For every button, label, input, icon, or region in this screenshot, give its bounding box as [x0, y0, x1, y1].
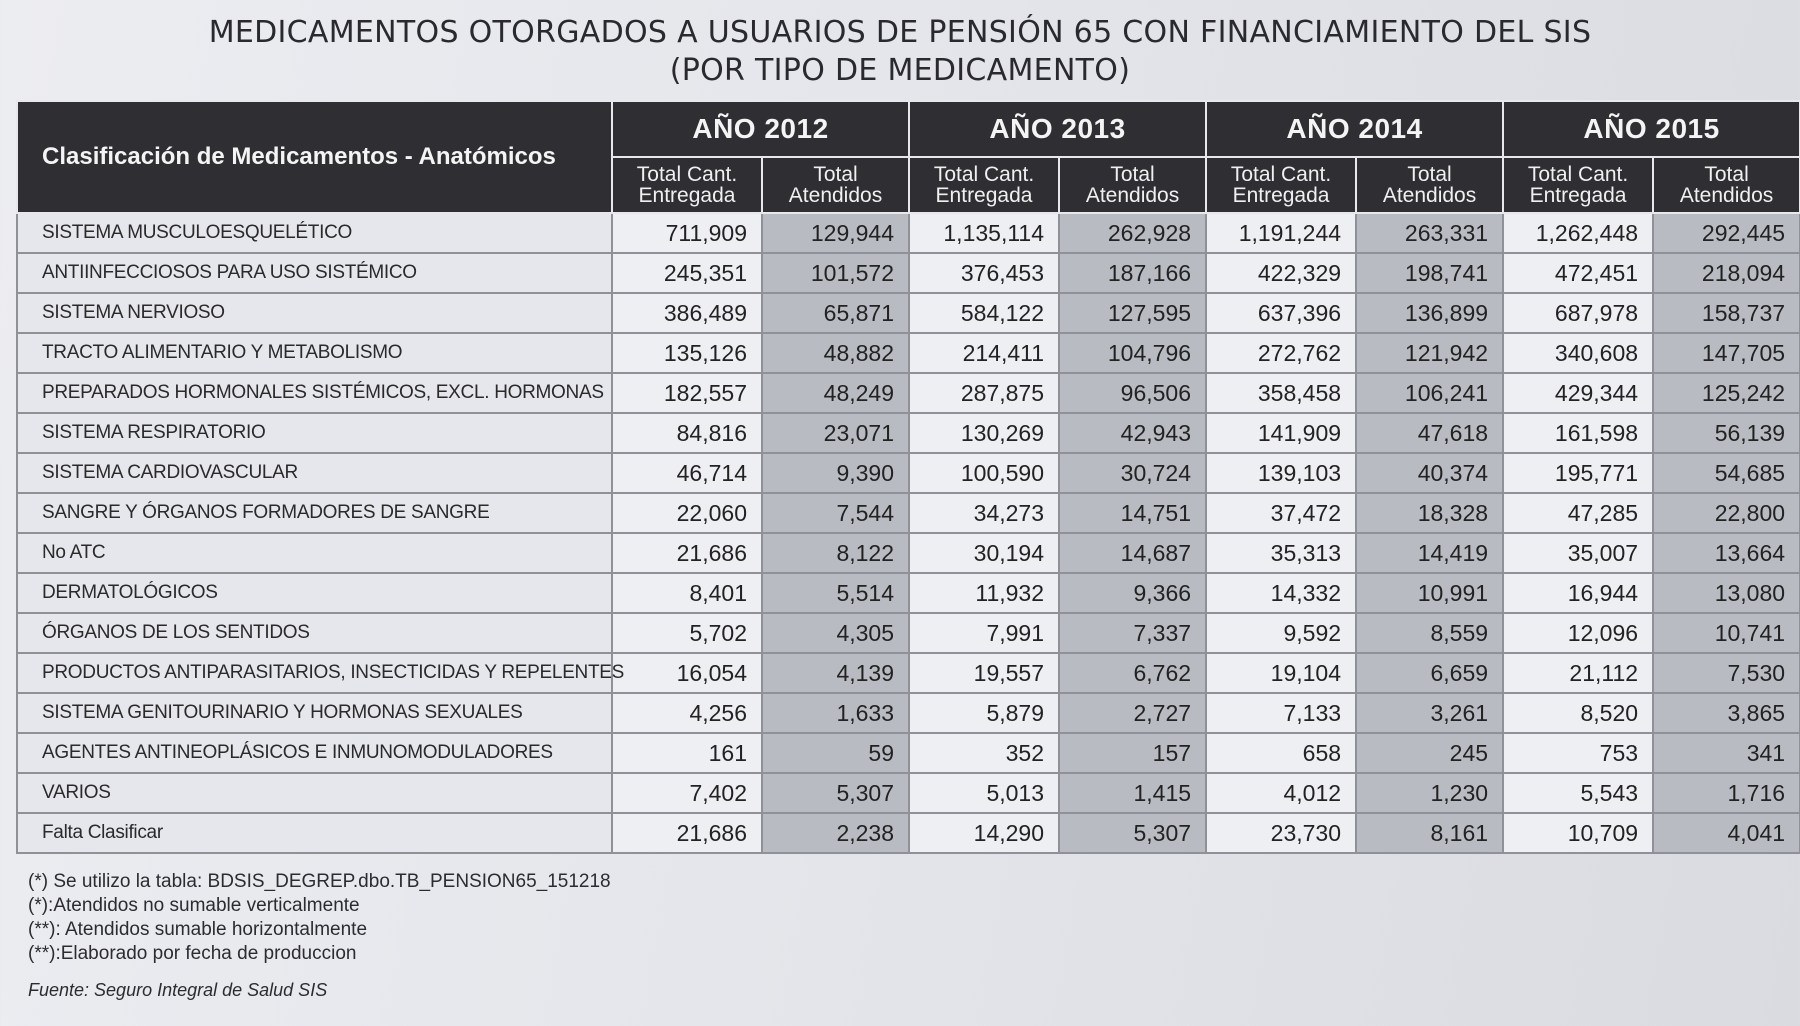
cell-total-atendidos: 3,261 [1356, 693, 1503, 733]
cell-total-entregada: 30,194 [909, 533, 1059, 573]
cell-total-atendidos: 2,238 [762, 813, 909, 853]
cell-total-atendidos: 106,241 [1356, 373, 1503, 413]
cell-total-atendidos: 9,366 [1059, 573, 1206, 613]
cell-total-entregada: 23,730 [1206, 813, 1356, 853]
cell-total-atendidos: 96,506 [1059, 373, 1206, 413]
cell-total-entregada: 47,285 [1503, 493, 1653, 533]
cell-total-atendidos: 8,559 [1356, 613, 1503, 653]
footnote-4: (**):Elaborado por fecha de produccion [28, 943, 357, 964]
cell-total-atendidos: 1,716 [1653, 773, 1800, 813]
cell-total-atendidos: 42,943 [1059, 413, 1206, 453]
table-row [17, 373, 1800, 413]
cell-total-entregada: 37,472 [1206, 493, 1356, 533]
cell-total-atendidos: 341 [1653, 733, 1800, 773]
cell-total-entregada: 429,344 [1503, 373, 1653, 413]
cell-total-entregada: 472,451 [1503, 253, 1653, 293]
cell-total-atendidos: 121,942 [1356, 333, 1503, 373]
cell-total-entregada: 21,686 [612, 533, 762, 573]
row-label: SANGRE Y ÓRGANOS FORMADORES DE SANGRE [17, 493, 612, 533]
cell-total-atendidos: 101,572 [762, 253, 909, 293]
cell-total-atendidos: 30,724 [1059, 453, 1206, 493]
cell-total-entregada: 84,816 [612, 413, 762, 453]
row-label: PREPARADOS HORMONALES SISTÉMICOS, EXCL. HORMONAS [17, 373, 612, 413]
footnote-3: (**): Atendidos sumable horizontalmente [28, 919, 368, 940]
row-label: TRACTO ALIMENTARIO Y METABOLISMO [17, 333, 612, 373]
cell-total-atendidos: 218,094 [1653, 253, 1800, 293]
source-note: Fuente: Seguro Integral de Salud SIS [28, 980, 328, 1000]
cell-total-entregada: 46,714 [612, 453, 762, 493]
cell-total-entregada: 7,991 [909, 613, 1059, 653]
total-entregada-header [1503, 157, 1653, 213]
cell-total-entregada: 753 [1503, 733, 1653, 773]
cell-total-entregada: 19,557 [909, 653, 1059, 693]
cell-total-atendidos: 147,705 [1653, 333, 1800, 373]
cell-total-atendidos: 40,374 [1356, 453, 1503, 493]
cell-total-entregada: 21,112 [1503, 653, 1653, 693]
cell-total-entregada: 100,590 [909, 453, 1059, 493]
total-entregada-header-line1: Total Cant. [636, 163, 738, 186]
year-header-2014: AÑO 2014 [1206, 101, 1503, 157]
cell-total-atendidos: 3,865 [1653, 693, 1800, 733]
total-atendidos-header [1356, 157, 1503, 213]
cell-total-atendidos: 136,899 [1356, 293, 1503, 333]
row-label: VARIOS [17, 773, 612, 813]
table-row [17, 573, 1800, 613]
total-atendidos-header-line1: Total [1704, 163, 1749, 186]
cell-total-entregada: 8,401 [612, 573, 762, 613]
cell-total-atendidos: 263,331 [1356, 213, 1503, 253]
row-label: AGENTES ANTINEOPLÁSICOS E INMUNOMODULADORES [17, 733, 612, 773]
row-label: DERMATOLÓGICOS [17, 573, 612, 613]
year-header-2013: AÑO 2013 [909, 101, 1206, 157]
cell-total-atendidos: 22,800 [1653, 493, 1800, 533]
row-label: SISTEMA NERVIOSO [17, 293, 612, 333]
cell-total-atendidos: 292,445 [1653, 213, 1800, 253]
cell-total-atendidos: 4,041 [1653, 813, 1800, 853]
total-atendidos-header-line2: Atendidos [1085, 184, 1180, 207]
category-header: Clasificación de Medicamentos - Anatómicos [17, 101, 612, 213]
cell-total-entregada: 8,520 [1503, 693, 1653, 733]
cell-total-atendidos: 104,796 [1059, 333, 1206, 373]
cell-total-atendidos: 7,530 [1653, 653, 1800, 693]
cell-total-entregada: 1,191,244 [1206, 213, 1356, 253]
total-atendidos-header-line2: Atendidos [1679, 184, 1774, 207]
total-atendidos-header-line2: Atendidos [1382, 184, 1477, 207]
row-label: ANTIINFECCIOSOS PARA USO SISTÉMICO [17, 253, 612, 293]
row-label: ÓRGANOS DE LOS SENTIDOS [17, 613, 612, 653]
cell-total-atendidos: 54,685 [1653, 453, 1800, 493]
cell-total-atendidos: 5,307 [762, 773, 909, 813]
total-entregada-header-line1: Total Cant. [933, 163, 1035, 186]
cell-total-atendidos: 9,390 [762, 453, 909, 493]
cell-total-atendidos: 2,727 [1059, 693, 1206, 733]
table-body [17, 213, 1800, 853]
cell-total-entregada: 687,978 [1503, 293, 1653, 333]
year-header-2012: AÑO 2012 [612, 101, 909, 157]
table-row [17, 653, 1800, 693]
cell-total-atendidos: 23,071 [762, 413, 909, 453]
footnotes [28, 870, 611, 1002]
table-row [17, 413, 1800, 453]
cell-total-entregada: 19,104 [1206, 653, 1356, 693]
cell-total-atendidos: 1,633 [762, 693, 909, 733]
cell-total-atendidos: 59 [762, 733, 909, 773]
cell-total-atendidos: 8,161 [1356, 813, 1503, 853]
cell-total-atendidos: 157 [1059, 733, 1206, 773]
cell-total-entregada: 34,273 [909, 493, 1059, 533]
cell-total-entregada: 141,909 [1206, 413, 1356, 453]
cell-total-entregada: 287,875 [909, 373, 1059, 413]
year-header-2015: AÑO 2015 [1503, 101, 1800, 157]
table-row [17, 773, 1800, 813]
footnote-2: (*):Atendidos no sumable verticalmente [28, 895, 360, 916]
cell-total-atendidos: 14,419 [1356, 533, 1503, 573]
cell-total-atendidos: 6,659 [1356, 653, 1503, 693]
cell-total-entregada: 9,592 [1206, 613, 1356, 653]
cell-total-entregada: 139,103 [1206, 453, 1356, 493]
cell-total-atendidos: 7,544 [762, 493, 909, 533]
total-entregada-header [909, 157, 1059, 213]
total-atendidos-header [762, 157, 909, 213]
cell-total-entregada: 711,909 [612, 213, 762, 253]
total-entregada-header-line2: Entregada [935, 184, 1033, 207]
cell-total-atendidos: 4,139 [762, 653, 909, 693]
total-entregada-header-line1: Total Cant. [1230, 163, 1332, 186]
total-entregada-header [612, 157, 762, 213]
cell-total-atendidos: 48,882 [762, 333, 909, 373]
cell-total-atendidos: 125,242 [1653, 373, 1800, 413]
cell-total-atendidos: 7,337 [1059, 613, 1206, 653]
table-row [17, 253, 1800, 293]
cell-total-entregada: 11,932 [909, 573, 1059, 613]
cell-total-atendidos: 187,166 [1059, 253, 1206, 293]
table-row [17, 693, 1800, 733]
cell-total-atendidos: 158,737 [1653, 293, 1800, 333]
cell-total-atendidos: 245 [1356, 733, 1503, 773]
cell-total-atendidos: 5,514 [762, 573, 909, 613]
title-line-1: MEDICAMENTOS OTORGADOS A USUARIOS DE PENSIÓN 65 CON FINANCIAMIENTO DEL SIS [208, 15, 1592, 50]
cell-total-atendidos: 8,122 [762, 533, 909, 573]
cell-total-atendidos: 13,664 [1653, 533, 1800, 573]
row-label: SISTEMA MUSCULOESQUELÉTICO [17, 213, 612, 253]
total-atendidos-header-line2: Atendidos [788, 184, 883, 207]
cell-total-entregada: 16,054 [612, 653, 762, 693]
cell-total-entregada: 4,012 [1206, 773, 1356, 813]
total-atendidos-header-line1: Total [813, 163, 858, 186]
total-entregada-header-line2: Entregada [638, 184, 736, 207]
cell-total-atendidos: 6,762 [1059, 653, 1206, 693]
table-row [17, 213, 1800, 253]
total-entregada-header-line2: Entregada [1529, 184, 1627, 207]
cell-total-entregada: 14,332 [1206, 573, 1356, 613]
table-row [17, 293, 1800, 333]
cell-total-entregada: 4,256 [612, 693, 762, 733]
cell-total-atendidos: 48,249 [762, 373, 909, 413]
cell-total-entregada: 12,096 [1503, 613, 1653, 653]
table-row [17, 813, 1800, 853]
cell-total-atendidos: 262,928 [1059, 213, 1206, 253]
medications-table [16, 100, 1800, 854]
row-label: SISTEMA GENITOURINARIO Y HORMONAS SEXUALES [17, 693, 612, 733]
cell-total-entregada: 14,290 [909, 813, 1059, 853]
cell-total-entregada: 358,458 [1206, 373, 1356, 413]
cell-total-entregada: 22,060 [612, 493, 762, 533]
cell-total-atendidos: 14,687 [1059, 533, 1206, 573]
cell-total-entregada: 7,133 [1206, 693, 1356, 733]
cell-total-atendidos: 56,139 [1653, 413, 1800, 453]
cell-total-entregada: 422,329 [1206, 253, 1356, 293]
cell-total-atendidos: 129,944 [762, 213, 909, 253]
cell-total-entregada: 340,608 [1503, 333, 1653, 373]
cell-total-entregada: 584,122 [909, 293, 1059, 333]
cell-total-atendidos: 14,751 [1059, 493, 1206, 533]
cell-total-entregada: 195,771 [1503, 453, 1653, 493]
cell-total-entregada: 16,944 [1503, 573, 1653, 613]
cell-total-entregada: 386,489 [612, 293, 762, 333]
cell-total-entregada: 10,709 [1503, 813, 1653, 853]
total-atendidos-header [1059, 157, 1206, 213]
total-atendidos-header-line1: Total [1110, 163, 1155, 186]
cell-total-entregada: 21,686 [612, 813, 762, 853]
cell-total-entregada: 5,543 [1503, 773, 1653, 813]
cell-total-atendidos: 18,328 [1356, 493, 1503, 533]
cell-total-atendidos: 65,871 [762, 293, 909, 333]
cell-total-entregada: 352 [909, 733, 1059, 773]
cell-total-atendidos: 10,991 [1356, 573, 1503, 613]
total-entregada-header [1206, 157, 1356, 213]
row-label: Falta Clasificar [17, 813, 612, 853]
table-row [17, 613, 1800, 653]
document-title [0, 14, 1800, 90]
table-row [17, 453, 1800, 493]
row-label: No ATC [17, 533, 612, 573]
table-row [17, 533, 1800, 573]
table-row [17, 333, 1800, 373]
cell-total-atendidos: 1,415 [1059, 773, 1206, 813]
cell-total-entregada: 245,351 [612, 253, 762, 293]
cell-total-atendidos: 4,305 [762, 613, 909, 653]
cell-total-entregada: 272,762 [1206, 333, 1356, 373]
cell-total-entregada: 35,007 [1503, 533, 1653, 573]
cell-total-entregada: 7,402 [612, 773, 762, 813]
cell-total-entregada: 161,598 [1503, 413, 1653, 453]
title-line-2: (POR TIPO DE MEDICAMENTO) [669, 53, 1131, 88]
cell-total-entregada: 130,269 [909, 413, 1059, 453]
cell-total-entregada: 135,126 [612, 333, 762, 373]
cell-total-entregada: 182,557 [612, 373, 762, 413]
cell-total-atendidos: 10,741 [1653, 613, 1800, 653]
year-header-row [17, 101, 1800, 157]
total-atendidos-header-line1: Total [1407, 163, 1452, 186]
cell-total-atendidos: 47,618 [1356, 413, 1503, 453]
total-atendidos-header [1653, 157, 1800, 213]
cell-total-atendidos: 198,741 [1356, 253, 1503, 293]
cell-total-entregada: 214,411 [909, 333, 1059, 373]
cell-total-atendidos: 127,595 [1059, 293, 1206, 333]
cell-total-entregada: 376,453 [909, 253, 1059, 293]
cell-total-entregada: 1,135,114 [909, 213, 1059, 253]
cell-total-entregada: 5,013 [909, 773, 1059, 813]
row-label: SISTEMA RESPIRATORIO [17, 413, 612, 453]
cell-total-entregada: 5,879 [909, 693, 1059, 733]
cell-total-entregada: 161 [612, 733, 762, 773]
total-entregada-header-line1: Total Cant. [1527, 163, 1629, 186]
cell-total-atendidos: 1,230 [1356, 773, 1503, 813]
cell-total-atendidos: 5,307 [1059, 813, 1206, 853]
cell-total-entregada: 5,702 [612, 613, 762, 653]
cell-total-entregada: 35,313 [1206, 533, 1356, 573]
row-label: SISTEMA CARDIOVASCULAR [17, 453, 612, 493]
cell-total-atendidos: 13,080 [1653, 573, 1800, 613]
cell-total-entregada: 637,396 [1206, 293, 1356, 333]
total-entregada-header-line2: Entregada [1232, 184, 1330, 207]
footnote-1: (*) Se utilizo la tabla: BDSIS_DEGREP.dbo.TB_PENSION65_151218 [28, 871, 611, 892]
table-row [17, 493, 1800, 533]
cell-total-entregada: 1,262,448 [1503, 213, 1653, 253]
table-row [17, 733, 1800, 773]
row-label: PRODUCTOS ANTIPARASITARIOS, INSECTICIDAS Y REPELENTES [17, 653, 612, 693]
cell-total-entregada: 658 [1206, 733, 1356, 773]
